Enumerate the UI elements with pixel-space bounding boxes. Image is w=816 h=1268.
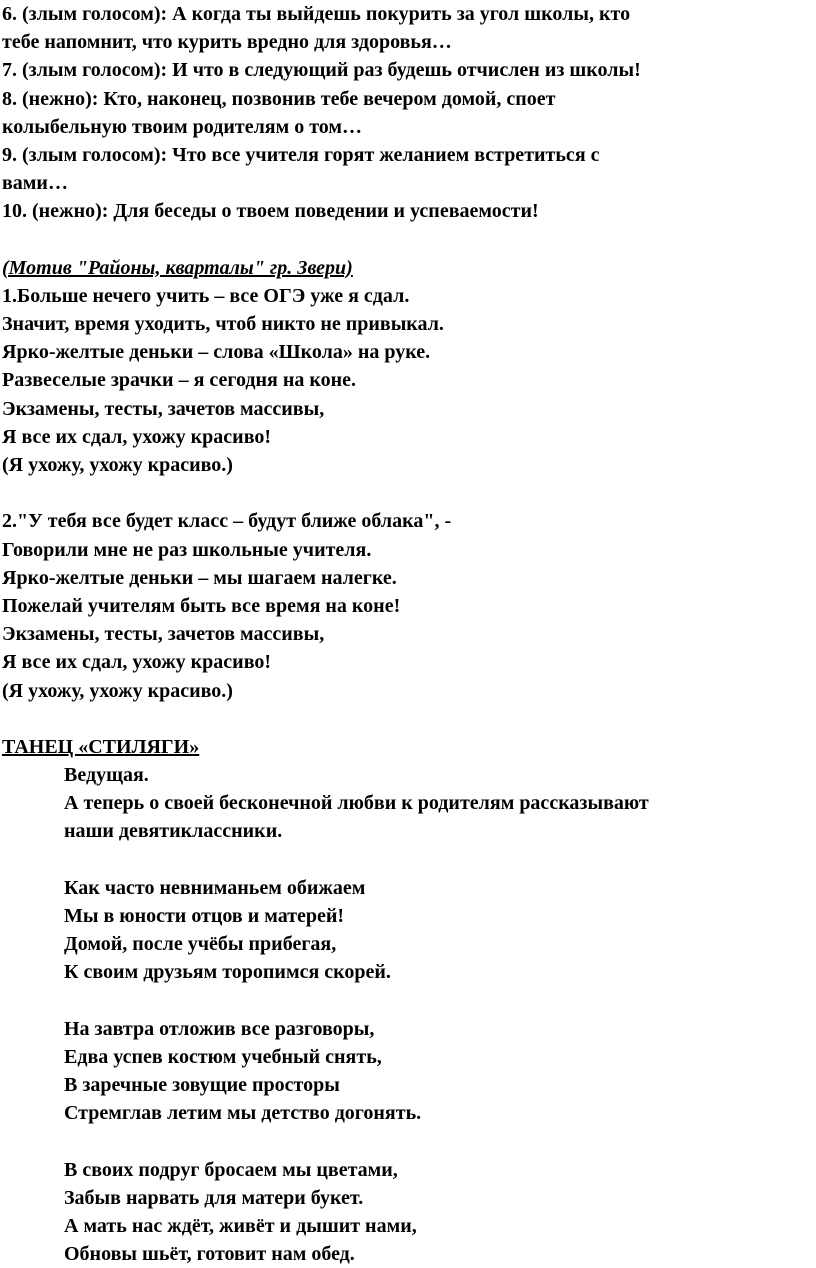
dialogue-line: 8. (нежно): Кто, наконец, позвонив тебе вечером домой, споет xyxy=(2,87,556,110)
poem-line: К своим друзьям торопимся скорей. xyxy=(64,961,391,984)
dialogue-block xyxy=(2,0,814,226)
poem-stanza-3 xyxy=(2,1156,814,1268)
intro-line: наши девятиклассники. xyxy=(64,820,283,843)
intro-line: А теперь о своей бесконечной любви к родителям рассказывают xyxy=(64,792,649,815)
poem-stanza-2 xyxy=(2,1015,814,1128)
poem-line: В заречные зовущие просторы xyxy=(64,1074,340,1097)
song-line: Развеселые зрачки – я сегодня на коне. xyxy=(2,369,357,392)
dialogue-line: 9. (злым голосом): Что все учителя горят желанием встретиться с xyxy=(2,143,600,166)
dialogue-line: 6. (злым голосом): А когда ты выйдешь покурить за угол школы, кто xyxy=(2,3,631,25)
song-line: Экзамены, тесты, зачетов массивы, xyxy=(2,397,325,420)
song-line: Я все их сдал, ухожу красиво! xyxy=(2,651,272,674)
song-line: Я все их сдал, ухожу красиво! xyxy=(2,425,272,448)
song-line: Экзамены, тесты, зачетов массивы, xyxy=(2,623,325,646)
poem-line: А мать нас ждёт, живёт и дышит нами, xyxy=(64,1215,417,1238)
document-page xyxy=(2,0,814,1268)
song-line: (Я ухожу, ухожу красиво.) xyxy=(2,679,233,702)
poem-line: В своих подруг бросаем мы цветами, xyxy=(64,1158,398,1181)
song-line: Значит, время уходить, чтоб никто не привыкал. xyxy=(2,313,444,336)
song-line: Пожелай учителям быть все время на коне! xyxy=(2,594,401,617)
song-verse-2 xyxy=(2,507,814,704)
dialogue-line: 10. (нежно): Для беседы о твоем поведении и успеваемости! xyxy=(2,200,539,223)
dialogue-line: колыбельную твоим родителям о том… xyxy=(2,115,363,138)
song-motif: (Мотив "Районы, кварталы" гр. Звери) xyxy=(2,256,353,279)
dance-heading: ТАНЕЦ «СТИЛЯГИ» xyxy=(2,735,200,758)
song-line: Ярко-желтые деньки – слова «Школа» на руке. xyxy=(2,341,431,364)
song-line: (Я ухожу, ухожу красиво.) xyxy=(2,454,233,476)
poem-line: Едва успев костюм учебный снять, xyxy=(64,1045,382,1068)
song-block xyxy=(2,254,814,705)
poem-line: Обновы шьёт, готовит нам обед. xyxy=(64,1243,355,1266)
speaker-label: Ведущая. xyxy=(64,764,149,787)
song-line: Говорили мне не раз школьные учителя. xyxy=(2,538,372,561)
poem-line: Как часто невниманьем обижаем xyxy=(64,876,366,899)
poem-line: Домой, после учёбы прибегая, xyxy=(64,933,337,956)
song-line: 2."У тебя все будет класс – будут ближе облака", - xyxy=(2,510,452,533)
song-line: Ярко-желтые деньки – мы шагаем налегке. xyxy=(2,566,397,589)
poem-line: Мы в юности отцов и матерей! xyxy=(64,905,345,927)
dialogue-line: 7. (злым голосом): И что в следующий раз будешь отчислен из школы! xyxy=(2,59,641,82)
dialogue-line: тебе напомнит, что курить вредно для здоровья… xyxy=(2,31,452,54)
poem-line: На завтра отложив все разговоры, xyxy=(64,1017,375,1040)
dialogue-line: вами… xyxy=(2,172,68,195)
poem-stanza-1 xyxy=(2,874,814,987)
dance-block xyxy=(2,733,814,1268)
poem-line: Забыв нарвать для матери букет. xyxy=(64,1186,364,1209)
song-verse-1 xyxy=(2,282,814,479)
song-line: 1.Больше нечего учить – все ОГЭ уже я сдал. xyxy=(2,284,410,307)
poem-line: Стремглав летим мы детство догонять. xyxy=(64,1102,422,1125)
